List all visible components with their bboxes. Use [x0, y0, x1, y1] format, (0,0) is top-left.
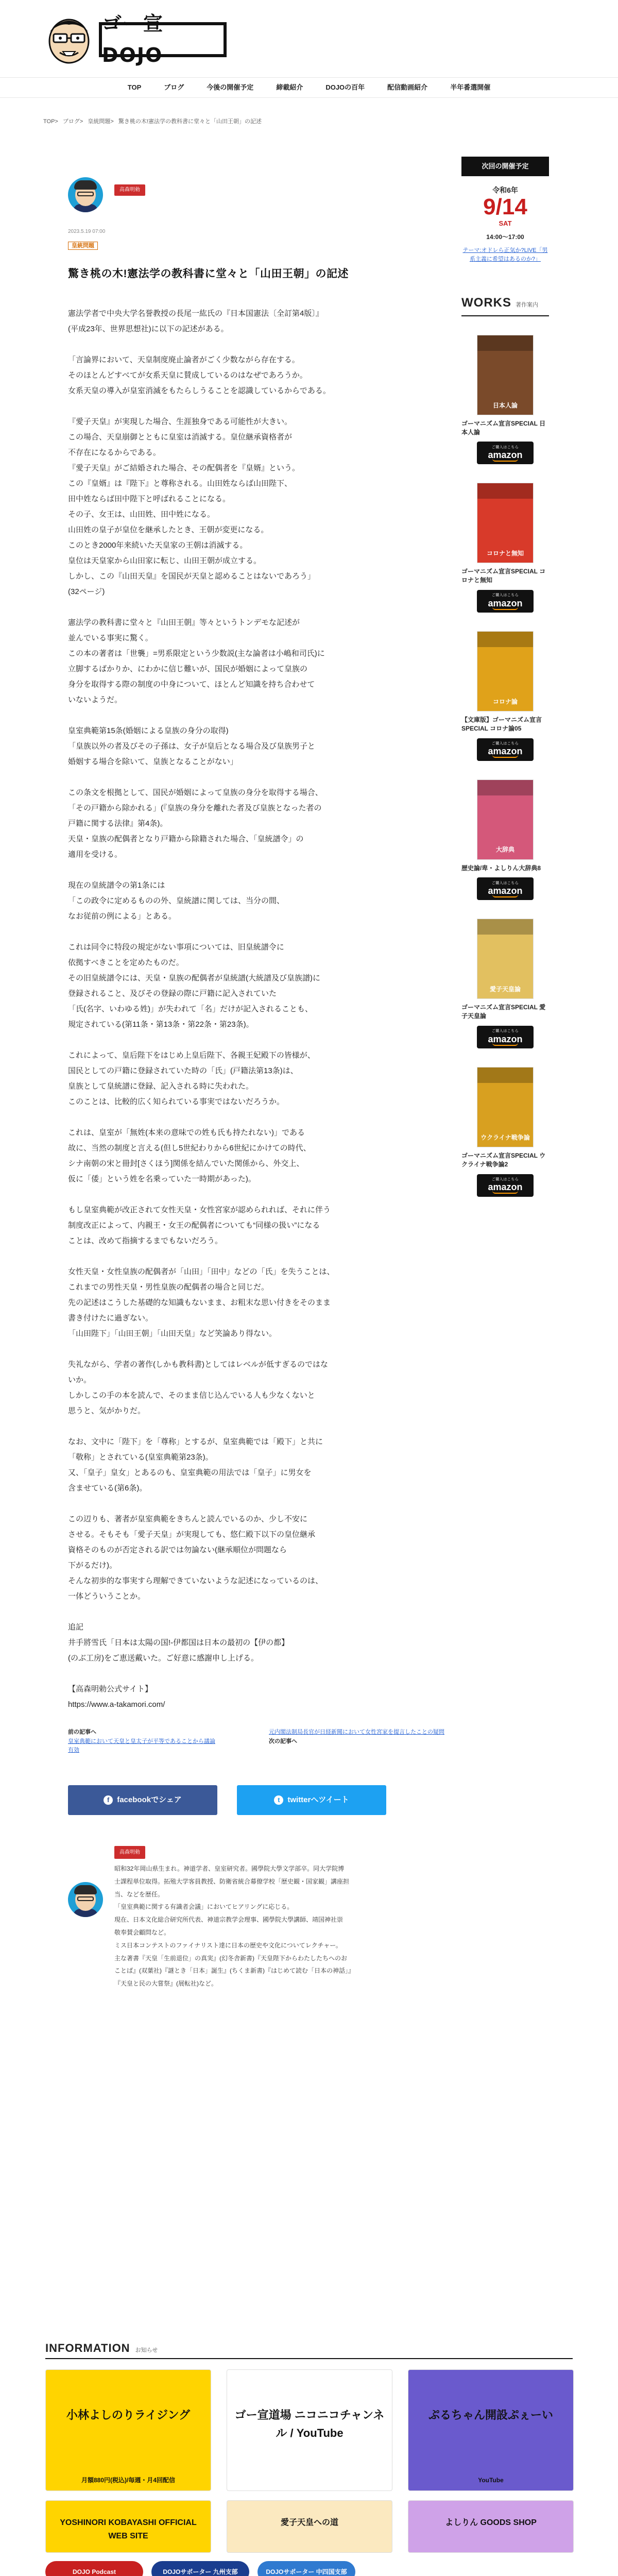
- work-item: [461, 919, 549, 1048]
- post-paragraph: 『愛子天皇』が実現した場合、生涯独身である可能性が大きい。 この場合、天皇崩御とともに皇室は消滅する。皇位継承資格者が 不存在になるからである。 『愛子天皇』がご結婚された場合、その配偶者を『皇婿』という。 この『皇婿』は『陛下』と尊称される。山田姓ならば山田陛下、 田中姓ならば田中陛下と呼ばれることになる。 その子、女王は、山田姓、田中姓になる。 山田姓の皇子が皇位を継承したとき、王朝が変更になる。 このとき2000年来続いた天皇家の王朝は消滅する。 皇位は天皇家から山田家に転じ、山田王朝が成立する。 しかし、この『山田天皇』を国民が天皇と認めることはないであろう」 (32ページ): [68, 417, 316, 597]
- book-cover-title: 日本人論: [492, 401, 518, 409]
- work-item: [461, 1067, 549, 1197]
- info-banner-label: ぷるちゃん開設ぷぇーい: [428, 2409, 553, 2422]
- author-tag[interactable]: 高森明勅: [114, 184, 145, 196]
- works-heading: [461, 293, 549, 316]
- work-item: [461, 779, 549, 901]
- post-paragraph: 現在の皇統譜令の第1条には 「この政令に定めるものの外、皇統譜に関しては、当分の間、 なお従前の例による」とある。: [68, 881, 285, 921]
- author-bio: [114, 1846, 354, 1991]
- post-paragraph: 憲法学者で中央大学名誉教授の長尾一紘氏の『日本国憲法〔全訂第4版〕』 (平成23年、世界思想社)に以下の記述がある。: [68, 309, 323, 334]
- facebook-icon: f: [104, 1795, 113, 1805]
- mini-banner[interactable]: DOJOサポーター 中四国支部: [258, 2561, 355, 2576]
- info-banner[interactable]: [227, 2500, 392, 2553]
- book-caption[interactable]: 歴史論/卑・よしりん大辞典8: [461, 864, 541, 872]
- info-banner[interactable]: [408, 2369, 574, 2491]
- twitter-icon: t: [274, 1795, 283, 1805]
- site-header: [0, 0, 618, 125]
- author-bio-line: ことば』(双葉社)『謎とき「日本」誕生』(ちくま新書)『はじめて読む「日本の神話」』: [114, 1967, 354, 1975]
- article-header: [68, 177, 454, 212]
- post-paragraph: この条文を根拠として、国民が婚姻によって皇族の身分を取得する場合、 「その戸籍から除かれる」(『皇族の身分を離れた者及び皇族となった者の 戸籍に関する法律』第4条)。 天皇・皇族の配偶者となり戸籍から除籍された場合、「皇統譜令」の 適用を受ける。: [68, 788, 323, 859]
- information-section: [45, 2339, 573, 2576]
- author-bio-line: 主な著書『天皇「生前退位」の真実』(幻冬舎新書)『天皇陛下からわたしたちへのお: [114, 1954, 347, 1962]
- post-date: 2023.5.19 07:00: [68, 229, 106, 234]
- share-row: [68, 1785, 454, 1815]
- book-caption[interactable]: ゴーマニズム宣言SPECIAL 日本人論: [461, 419, 546, 436]
- content-container: [0, 113, 618, 2379]
- nav-profile[interactable]: 締載紹介: [276, 83, 303, 91]
- book-caption[interactable]: ゴーマニズム宣言SPECIAL ウクライナ戦争論2: [461, 1151, 546, 1168]
- post-paragraph: これによって、皇后陛下をはじめ上皇后陛下、各親王妃殿下の皆様が、 国民としての戸籍に登録されていた時の「氏」(戸籍法第13条)は、 皇族として皇統譜に登録、記入される時に失われた。 このことは、比較的広く知られている事実ではないだろうか。: [68, 1051, 315, 1107]
- twitter-share-button[interactable]: [237, 1785, 386, 1815]
- post-paragraph: これは同令に特段の規定がない事項については、旧皇統譜令に 依拠すべきことを定めたものだ。 その旧皇統譜令には、天皇・皇族の配偶者が皇統譜(大統譜及び皇族譜)に 登録されること、及びその登録の際に戸籍に記入されていた 「氏(名字、いわゆる姓)」が失われて「名」だけが記入されることも、 規定されている(第11条・第13条・第22条・第23条)。: [68, 943, 320, 1029]
- amazon-buy-button[interactable]: ご購入はこちら amazon: [477, 877, 534, 900]
- info-banner[interactable]: [45, 2500, 211, 2553]
- author-bio-line: 士課程単位取得。拓殖大学客員教授、防衛省統合幕僚学校「歴史観・国家観」講座担: [114, 1877, 350, 1885]
- schedule-box[interactable]: [461, 176, 549, 263]
- facebook-share-button[interactable]: [68, 1785, 217, 1815]
- nav-history[interactable]: DOJOの百年: [325, 83, 365, 91]
- schedule-day: SAT: [499, 219, 512, 228]
- article-main: [68, 177, 454, 1991]
- prev-label: 前の記事へ: [68, 1729, 96, 1736]
- amazon-buy-button[interactable]: ご購入はこちら amazon: [477, 738, 534, 761]
- author-bio-line: ミス日本コンテストのファイナリスト達に日本の歴史や文化についてレクチャー。: [114, 1941, 342, 1949]
- info-banner[interactable]: [408, 2500, 574, 2553]
- author-box-avatar[interactable]: [68, 1882, 103, 1917]
- schedule-title: 次回の開催予定: [461, 157, 549, 176]
- post-meta: [68, 228, 454, 236]
- book-cover-image[interactable]: [477, 631, 534, 711]
- banner-grid: [45, 2369, 573, 2553]
- post-paragraph: 【高森明勅公式サイト】 https://www.a-takamori.com/: [68, 1685, 165, 1709]
- book-caption[interactable]: ゴーマニズム宣言SPECIAL 愛子天皇論: [461, 1004, 546, 1020]
- nav-blog[interactable]: ブログ: [164, 83, 184, 91]
- author-bio-line: 現在、日本文化総合研究所代表、神道宗教学会理事、國學院大學講師、靖国神社崇: [114, 1916, 344, 1924]
- works-subtitle: 著作案内: [516, 302, 538, 309]
- site-logo[interactable]: [42, 11, 227, 68]
- info-banner-label: YOSHINORI KOBAYASHI OFFICIAL WEB SITE: [60, 2518, 197, 2540]
- mascot-face-icon: [42, 11, 96, 68]
- info-banner-label: 愛子天皇への道: [280, 2518, 338, 2528]
- book-caption[interactable]: ゴーマニズム宣言SPECIAL コロナと無知: [461, 568, 546, 584]
- global-nav: [0, 77, 618, 98]
- post-paragraph: 皇室典範第15条(婚姻による皇族の身分の取得) 「皇族以外の者及びその子孫は、女子が皇后となる場合及び皇族男子と 婚姻する場合を除いて、皇族となることがない」: [68, 726, 316, 767]
- information-heading: [45, 2339, 573, 2359]
- amazon-logo-icon: amazon: [488, 746, 523, 757]
- amazon-logo-icon: amazon: [488, 885, 523, 896]
- author-bio-line: 当、などを歴任。: [114, 1890, 164, 1898]
- sidebar: [461, 157, 549, 1197]
- next-post-link[interactable]: 元内閣法制局長官が日経新聞において女性宮家を提言したことの疑問: [269, 1729, 444, 1736]
- amazon-logo-icon: amazon: [488, 598, 523, 608]
- information-subtitle: お知らせ: [135, 2347, 158, 2353]
- book-cover-image[interactable]: [477, 779, 534, 860]
- information-title: INFORMATION: [45, 2342, 130, 2354]
- book-cover-image[interactable]: [477, 919, 534, 999]
- post-paragraph: なお、文中に「陛下」を「尊称」とするが、皇室典範では「殿下」と共に 「敬称」とされている(皇室典範第23条)。 又、「皇子」皇女」とあるのも、皇室典範の用法では「皇子」に男女を 含ませている(第6条)。: [68, 1437, 323, 1493]
- schedule-year: 令和6年: [492, 186, 518, 194]
- info-banner-sub: 月額880円(税込)/毎週・月4回配信: [81, 2477, 176, 2484]
- breadcrumb-blog[interactable]: ブログ: [62, 118, 80, 125]
- author-box: [68, 1846, 454, 1991]
- works-list: [461, 335, 549, 1197]
- amazon-logo-icon: amazon: [488, 449, 523, 460]
- work-item: [461, 335, 549, 465]
- facebook-share-label: facebookでシェア: [117, 1795, 182, 1804]
- schedule-date: 9/14: [483, 194, 527, 220]
- work-item: [461, 631, 549, 761]
- amazon-buy-button[interactable]: ご購入はこちら amazon: [477, 590, 534, 613]
- mini-banner[interactable]: DOJOサポーター 九州支部: [151, 2561, 249, 2576]
- author-bio-line: 「皇室典範に関する有識者会議」においてヒアリングに応じる。: [114, 1903, 294, 1911]
- work-item: [461, 483, 549, 613]
- nav-schedule[interactable]: 今後の開催予定: [207, 83, 254, 91]
- info-banner-label: よしりん GOODS SHOP: [445, 2518, 537, 2528]
- post-paragraph: 失礼ながら、学者の著作(しかも教科書)としてはレベルが低すぎるのではな いか。 しかしこの手の本を読んで、そのまま信じ込んでいる人も少なくないと 思うと、気がかりだ。: [68, 1360, 328, 1416]
- site-title: ゴー宣DOJO: [99, 22, 227, 57]
- breadcrumb-category[interactable]: 皇統問題: [88, 118, 111, 125]
- mini-banner[interactable]: DOJO Podcast: [45, 2561, 143, 2576]
- book-cover-image[interactable]: [477, 483, 534, 563]
- book-caption[interactable]: 【文庫版】ゴーマニズム宣言SPECIAL コロナ論05: [461, 716, 542, 732]
- nav-past-events[interactable]: 半年番選開催: [450, 83, 491, 91]
- book-cover-title: ウクライナ戦争論: [480, 1133, 530, 1141]
- twitter-share-label: twitterへツイート: [287, 1795, 349, 1804]
- prev-post-link-2[interactable]: 有効: [68, 1747, 79, 1754]
- post-paragraph: もし皇室典範が改正されて女性天皇・女性宮家が認められれば、それに伴う 制度改正によって、内親王・女王の配偶者についても“同様の扱い”になる ことは、改めて指摘するまでもないだろう。: [68, 1206, 331, 1246]
- info-banner-sub: YouTube: [478, 2477, 504, 2484]
- amazon-buy-button[interactable]: ご購入はこちら amazon: [477, 1026, 534, 1048]
- post-paragraph: 憲法学の教科書に堂々と『山田王朝』等々というトンデモな記述が 並んでいる事実に驚く。 この本の著者は「世襲」=男系限定という少数説(主な論者は小嶋和司氏)に 立脚するばかりか、にわかに信じ難いが、国民が婚姻によって皇族の 身分を取得する際の制度の中身について、ほとんど知識を持ち合わせて いないようだ。: [68, 618, 325, 705]
- post-paragraph: この辺りも、著者が皇室典範をきちんと読んでいるのか、少し不安に させる。そもそも「愛子天皇」が実現しても、悠仁殿下以下の皇位継承 資格そのものが否定される訳では勿論ない(継承順位が問題なら 下がるだけ)。 そんな初歩的な事実すら理解できていないような記述になっているのは、 一体どういうことか。: [68, 1515, 323, 1601]
- info-banner[interactable]: [45, 2369, 211, 2491]
- info-banner-label: 小林よしのりライジング: [66, 2409, 191, 2422]
- prev-post-link[interactable]: 皇室典範において天皇と皇太子が平等であることから議論: [68, 1738, 215, 1744]
- amazon-buy-button[interactable]: ご購入はこちら amazon: [477, 442, 534, 464]
- breadcrumb-current: 驚き桃の木!憲法学の教科書に堂々と「山田王朝」の記述: [118, 118, 262, 125]
- breadcrumb: TOP> ブログ> 皇統問題> 驚き桃の木!憲法学の教科書に堂々と「山田王朝」の記述: [43, 118, 262, 125]
- nav-videos[interactable]: 配信動画紹介: [387, 83, 428, 91]
- amazon-buy-button[interactable]: ご購入はこちら amazon: [477, 1174, 534, 1197]
- book-cover-title: 愛子天皇論: [489, 986, 521, 993]
- info-banner-label: ゴー宣道場 ニコニコチャンネル / YouTube: [234, 2409, 385, 2440]
- amazon-logo-icon: amazon: [488, 1033, 523, 1044]
- author-bio-line: 昭和32年岡山県生まれ。神道学者、皇室研究者。國學院大學文学部卒。同大学院博: [114, 1865, 345, 1872]
- amazon-logo-icon: amazon: [488, 1182, 523, 1193]
- schedule-description[interactable]: テーマ:オドレら正気か?LIVE「男系主義に希望はあるのか?」: [462, 247, 548, 262]
- author-bio-tag[interactable]: 高森明勅: [114, 1846, 145, 1859]
- info-banner[interactable]: [227, 2369, 392, 2491]
- book-cover-title: コロナと無知: [486, 550, 524, 557]
- post-paragraph: 女性天皇・女性皇族の配偶者が「山田」「田中」などの「氏」を失うことは、 これまでの男性天皇・男性皇族の配偶者の場合と同じだ。 先の記述はこうした基礎的な知識もないまま、お粗末な思い付きをそのまま 書き付けたに過ぎない。 「山田陛下」「山田王朝」「山田天皇」など笑論あり得ない。: [68, 1267, 335, 1338]
- next-label: 次の記事へ: [269, 1738, 297, 1744]
- post-paragraph: 追記 井手將雪氏「日本は太陽の国!-伊都国は日本の最初の【伊の都】 (のぶ工房)をご恵送戴いた。ご好意に感謝申し上げる。: [68, 1623, 289, 1663]
- author-bio-line: 敬奉賛会顧問など。: [114, 1928, 170, 1936]
- mini-banner-row: [45, 2561, 573, 2576]
- prev-next-links: [68, 1728, 454, 1755]
- post-body: [68, 306, 454, 1713]
- author-bio-line: 『天皇と民の大嘗祭』(展転社)など。: [114, 1980, 217, 1988]
- breadcrumb-top[interactable]: TOP: [43, 118, 55, 125]
- book-cover-title: 大辞典: [495, 846, 514, 854]
- category-tag[interactable]: 皇統問題: [68, 242, 98, 250]
- book-cover-image[interactable]: [477, 1067, 534, 1147]
- author-avatar[interactable]: [68, 177, 103, 212]
- schedule-time: 14:00〜17:00: [486, 233, 524, 241]
- nav-top[interactable]: TOP: [127, 83, 142, 91]
- book-cover-image[interactable]: [477, 335, 534, 415]
- post-title: 驚き桃の木!憲法学の教科書に堂々と「山田王朝」の記述: [68, 267, 349, 280]
- post-paragraph: 「言論界において、天皇制度廃止論者がごく少数ながら存在する。 そのほとんどすべてが女系天皇に賛成しているのはなぜであろうか。 女系天皇の導入が皇室消滅をもたらしうることを認識しているからである。: [68, 355, 331, 396]
- post-paragraph: これは、皇室が「無姓(本来の意味での姓も氏も持たれない)」である 故に、当然の制度と言える(但し5世紀わりから6世紀にかけての時代、 シナ南朝の宋と冊封[さくほう]関係を結んでいた関係から、外交上、 仮に「倭」という姓を名乗っていた一時期があった)。: [68, 1128, 311, 1184]
- book-cover-title: コロナ論: [492, 698, 518, 705]
- works-title: WORKS: [461, 296, 511, 310]
